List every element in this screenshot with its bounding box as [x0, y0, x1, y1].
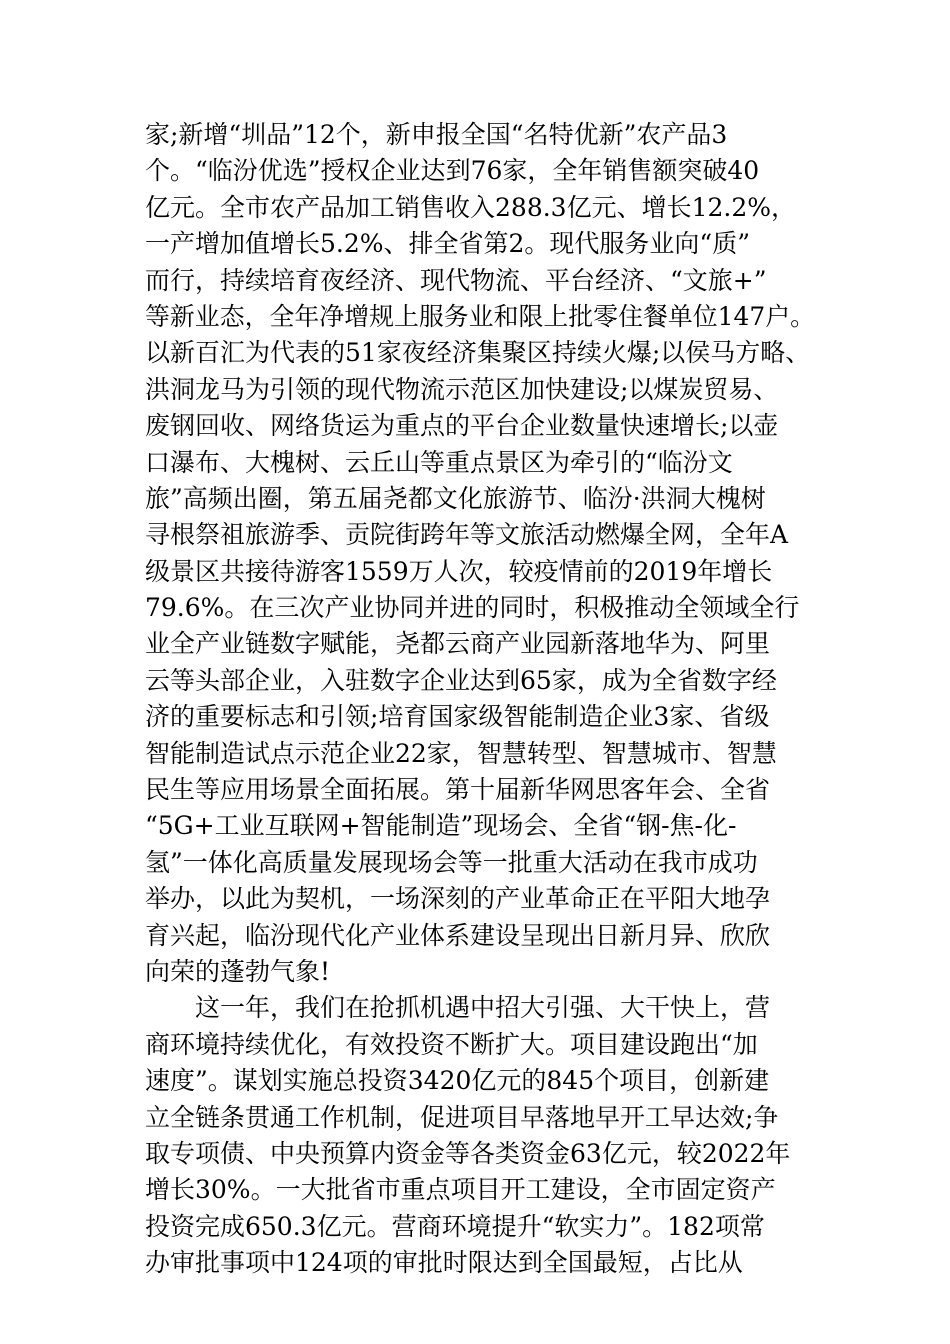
- text-line: 商环境持续优化，有效投资不断扩大。项目建设跑出“加: [145, 1029, 758, 1059]
- text-line: 民生等应用场景全面拓展。第十届新华网思客年会、全省: [145, 775, 771, 805]
- text-line: 家;新增“圳品”12个，新申报全国“名特优新”农产品3: [145, 120, 728, 149]
- text-line: 79.6%。在三次产业协同并进的同时，积极推动全领域全行: [145, 593, 800, 623]
- text-line: 投资完成650.3亿元。营商环境提升“软实力”。182项常: [145, 1211, 765, 1241]
- text-line: 而行，持续培育夜经济、现代物流、平台经济、“文旅+”: [145, 265, 767, 295]
- text-line: 育兴起，临汾现代化产业体系建设呈现出日新月异、欣欣: [145, 920, 771, 950]
- text-line: 一产增加值增长5.2%、排全省第2。现代服务业向“质”: [145, 229, 750, 259]
- text-line: 云等头部企业，入驻数字企业达到65家，成为全省数字经: [145, 665, 777, 695]
- text-line: 向荣的蓬勃气象!: [145, 956, 331, 986]
- body-text: [145, 117, 815, 1282]
- text-line: 速度”。谋划实施总投资3420亿元的845个项目，创新建: [145, 1066, 770, 1096]
- text-line: 增长30%。一大批省市重点项目开工建设，全市固定资产: [145, 1175, 776, 1205]
- text-line: 等新业态，全年净增规上服务业和限上批零住餐单位147户。: [145, 301, 815, 331]
- text-line: 智能制造试点示范企业22家，智慧转型、智慧城市、智慧: [145, 738, 777, 768]
- text-line: 洪洞龙马为引领的现代物流示范区加快建设;以煤炭贸易、: [145, 374, 779, 404]
- text-line: 氢”一体化高质量发展现场会等一批重大活动在我市成功: [145, 847, 758, 877]
- text-line: 个。“临汾优选”授权企业达到76家，全年销售额突破40: [145, 156, 760, 186]
- text-line: 级景区共接待游客1559万人次，较疫情前的2019年增长: [145, 556, 773, 586]
- text-line: 业全产业链数字赋能，尧都云商产业园新落地华为、阿里: [145, 629, 771, 659]
- text-line: 取专项债、中央预算内资金等各类资金63亿元，较2022年: [145, 1138, 791, 1168]
- paragraph-first-line: 这一年，我们在抢抓机遇中招大引强、大干快上，营: [195, 993, 771, 1023]
- text-line: 以新百汇为代表的51家夜经济集聚区持续火爆;以侯马方略、: [145, 338, 811, 368]
- text-line: 立全链条贯通工作机制，促进项目早落地早开工早达效;争: [145, 1102, 779, 1132]
- text-line: 亿元。全市农产品加工销售收入288.3亿元、增长12.2%，: [145, 192, 796, 222]
- text-line: 寻根祭祖旅游季、贡院街跨年等文旅活动燃爆全网，全年A: [145, 520, 789, 550]
- text-line: 旅”高频出圈，第五届尧都文化旅游节、临汾·洪洞大槐树: [145, 483, 766, 513]
- text-line: 济的重要标志和引领;培育国家级智能制造企业3家、省级: [145, 702, 770, 732]
- text-line: “5G+工业互联网+智能制造”现场会、全省“钢-焦-化-: [145, 811, 737, 841]
- text-line: 废钢回收、网络货运为重点的平台企业数量快速增长;以壶: [145, 411, 779, 441]
- text-line: 口瀑布、大槐树、云丘山等重点景区为牵引的“临汾文: [145, 447, 733, 477]
- text-line: 办审批事项中124项的审批时限达到全国最短，占比从: [145, 1248, 743, 1278]
- text-line: 举办，以此为契机，一场深刻的产业革命正在平阳大地孕: [145, 884, 771, 914]
